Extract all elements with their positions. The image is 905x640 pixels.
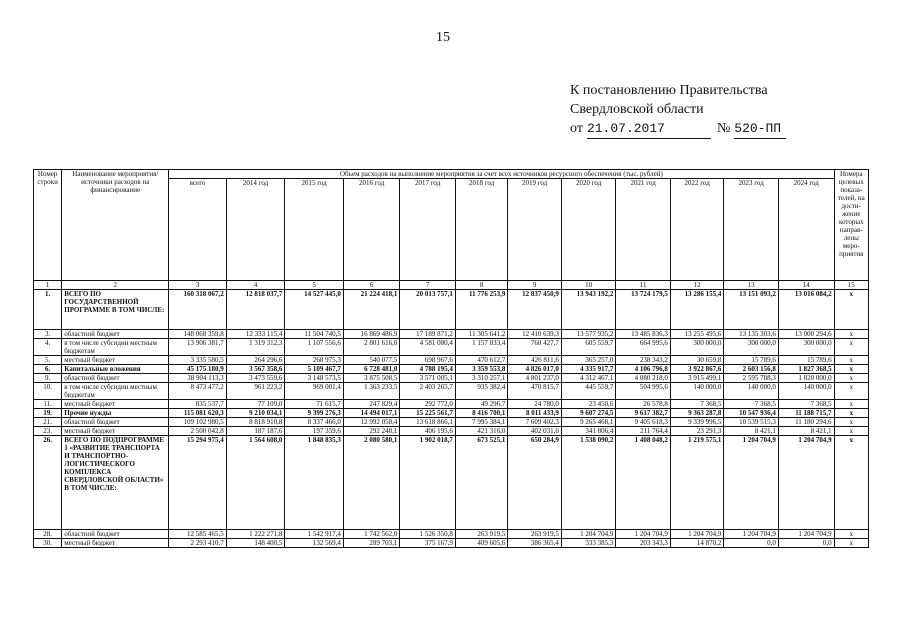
column-index-cell: 2 <box>62 281 169 290</box>
target-indicator-cell: х <box>834 290 868 330</box>
value-cell: 300 000,0 <box>670 339 724 356</box>
value-cell: 13 724 179,5 <box>616 290 671 330</box>
value-cell: 13 016 084,2 <box>778 290 834 330</box>
row-number-cell: 5. <box>34 356 62 365</box>
row-number-cell: 9. <box>34 374 62 383</box>
value-cell: 11 305 641,2 <box>455 330 507 339</box>
header-event-name: Наименование мероприятия/источники расходов на финансирование <box>62 170 169 281</box>
header-year: 2016 год <box>343 179 400 281</box>
value-cell: 211 764,4 <box>616 427 671 436</box>
target-indicator-cell: х <box>834 339 868 356</box>
table-body <box>34 290 869 548</box>
value-cell: 1 827 368,5 <box>778 365 834 374</box>
column-index-cell: 9 <box>508 281 562 290</box>
value-cell: 15 294 975,4 <box>169 436 227 530</box>
target-indicator-cell: х <box>834 539 868 548</box>
value-cell: 160 318 067,2 <box>169 290 227 330</box>
value-cell: 375 167,9 <box>400 539 456 548</box>
table-row <box>34 374 869 383</box>
value-cell: 14 494 017,1 <box>343 409 400 418</box>
value-cell: 115 081 620,3 <box>169 409 227 418</box>
value-cell: 292 772,0 <box>400 400 456 409</box>
value-cell: 26 578,8 <box>616 400 671 409</box>
row-number-cell: 30. <box>34 539 62 548</box>
value-cell: 4 312 467,1 <box>561 374 616 383</box>
value-cell: 9 399 276,3 <box>285 409 344 418</box>
header-year: 2015 год <box>285 179 344 281</box>
expenses-table-wrapper <box>33 169 869 548</box>
table-row <box>34 356 869 365</box>
value-cell: 238 343,2 <box>616 356 671 365</box>
value-cell: 15 789,6 <box>724 356 779 365</box>
value-cell: 7 995 384,1 <box>455 418 507 427</box>
column-index-cell: 12 <box>670 281 724 290</box>
row-name-cell: местный бюджет <box>62 427 169 436</box>
value-cell: 1 408 048,2 <box>616 436 671 530</box>
value-cell: 402 031,6 <box>508 427 562 436</box>
row-number-cell: 26. <box>34 436 62 530</box>
value-cell: 263 919,5 <box>508 530 562 539</box>
value-cell: 935 382,4 <box>455 383 507 400</box>
value-cell: 333 385,3 <box>561 539 616 548</box>
value-cell: 11 776 253,9 <box>455 290 507 330</box>
value-cell: 3 567 358,6 <box>226 365 285 374</box>
value-cell: 7 609 402,3 <box>508 418 562 427</box>
value-cell: 409 605,6 <box>455 539 507 548</box>
row-name-cell: областной бюджет <box>62 418 169 427</box>
value-cell: 1 204 704,9 <box>778 436 834 530</box>
table-row <box>34 365 869 374</box>
value-cell: 1 222 271,8 <box>226 530 285 539</box>
target-indicator-cell: х <box>834 383 868 400</box>
table-row <box>34 427 869 436</box>
value-cell: 4 801 237,0 <box>508 374 562 383</box>
value-cell: 2 595 788,3 <box>724 374 779 383</box>
value-cell: 12 818 037,7 <box>226 290 285 330</box>
value-cell: 2 801 616,0 <box>343 339 400 356</box>
value-cell: 187 187,6 <box>226 427 285 436</box>
header-year: 2024 год <box>778 179 834 281</box>
value-cell: 8 337 466,0 <box>285 418 344 427</box>
target-indicator-cell: х <box>834 436 868 530</box>
value-cell: 2 403 265,7 <box>400 383 456 400</box>
value-cell: 17 189 871,2 <box>400 330 456 339</box>
value-cell: 10 539 515,3 <box>724 418 779 427</box>
value-cell: 8 473 477,2 <box>169 383 227 400</box>
value-cell: 2 603 156,8 <box>724 365 779 374</box>
value-cell: 148 068 359,8 <box>169 330 227 339</box>
table-row <box>34 339 869 356</box>
value-cell: 0,0 <box>778 539 834 548</box>
value-cell: 140 000,0 <box>724 383 779 400</box>
value-cell: 289 703,1 <box>343 539 400 548</box>
row-name-cell: в том числе субсидии местным бюджетам <box>62 383 169 400</box>
value-cell: 4 335 917,7 <box>561 365 616 374</box>
column-index-cell: 4 <box>226 281 285 290</box>
value-cell: 197 359,6 <box>285 427 344 436</box>
value-cell: 45 175 180,9 <box>169 365 227 374</box>
value-cell: 406 195,6 <box>400 427 456 436</box>
row-name-cell: областной бюджет <box>62 374 169 383</box>
value-cell: 10 547 936,4 <box>724 409 779 418</box>
value-cell: 1 742 562,0 <box>343 530 400 539</box>
value-cell: 13 943 192,2 <box>561 290 616 330</box>
resolution-date: 21.07.2017 <box>587 119 711 139</box>
value-cell: 8 011 433,9 <box>508 409 562 418</box>
value-cell: 23 450,6 <box>561 400 616 409</box>
row-number-cell: 4. <box>34 339 62 356</box>
value-cell: 365 257,0 <box>561 356 616 365</box>
value-cell: 49 296,7 <box>455 400 507 409</box>
value-cell: 24 780,0 <box>508 400 562 409</box>
header-line-1: К постановлению Правительства <box>570 83 768 98</box>
value-cell: 1 107 556,6 <box>285 339 344 356</box>
table-row <box>34 539 869 548</box>
row-name-cell: местный бюджет <box>62 400 169 409</box>
value-cell: 835 537,7 <box>169 400 227 409</box>
value-cell: 203 343,3 <box>616 539 671 548</box>
value-cell: 1 542 917,4 <box>285 530 344 539</box>
row-name-cell: областной бюджет <box>62 530 169 539</box>
value-cell: 7 368,5 <box>670 400 724 409</box>
value-cell: 4 788 195,4 <box>400 365 456 374</box>
row-name-cell: местный бюджет <box>62 539 169 548</box>
header-year: 2014 год <box>226 179 285 281</box>
header-year: 2022 год <box>670 179 724 281</box>
value-cell: 1 319 312,3 <box>226 339 285 356</box>
column-index-cell: 5 <box>285 281 344 290</box>
value-cell: 7 368,5 <box>778 400 834 409</box>
value-cell: 13 577 935,2 <box>561 330 616 339</box>
value-cell: 1 219 575,1 <box>670 436 724 530</box>
value-cell: 13 485 836,3 <box>616 330 671 339</box>
value-cell: 38 904 113,3 <box>169 374 227 383</box>
header-year: 2017 год <box>400 179 456 281</box>
header-target-indicators: Номера целевых показа-телей, на дости-жение которых направ-лены меро-приятия <box>834 170 868 281</box>
value-cell: 445 559,7 <box>561 383 616 400</box>
row-number-cell: 23. <box>34 427 62 436</box>
value-cell: 30 659,8 <box>670 356 724 365</box>
table-row <box>34 400 869 409</box>
value-cell: 1 363 233,5 <box>343 383 400 400</box>
value-cell: 132 569,4 <box>285 539 344 548</box>
value-cell: 2 080 580,1 <box>343 436 400 530</box>
value-cell: 1 820 000,0 <box>778 374 834 383</box>
value-cell: 1 526 350,8 <box>400 530 456 539</box>
value-cell: 9 265 468,1 <box>561 418 616 427</box>
value-cell: 426 811,6 <box>508 356 562 365</box>
row-number-cell: 1. <box>34 290 62 330</box>
target-indicator-cell: х <box>834 530 868 539</box>
value-cell: 0,0 <box>724 539 779 548</box>
table-row <box>34 409 869 418</box>
value-cell: 4 581 080,4 <box>400 339 456 356</box>
value-cell: 8 421,1 <box>778 427 834 436</box>
row-name-cell: Прочие нужды <box>62 409 169 418</box>
value-cell: 11 504 740,5 <box>285 330 344 339</box>
column-index-cell: 1 <box>34 281 62 290</box>
row-number-cell: 10. <box>34 383 62 400</box>
value-cell: 13 286 155,4 <box>670 290 724 330</box>
value-cell: 247 829,4 <box>343 400 400 409</box>
from-label: от <box>570 121 583 136</box>
header-order-line <box>570 119 786 139</box>
value-cell: 13 618 866,1 <box>400 418 456 427</box>
value-cell: 20 013 757,1 <box>400 290 456 330</box>
value-cell: 1 204 704,9 <box>561 530 616 539</box>
row-name-cell: областной бюджет <box>62 330 169 339</box>
value-cell: 1 204 704,9 <box>670 530 724 539</box>
value-cell: 109 102 980,5 <box>169 418 227 427</box>
expenses-table <box>33 169 869 548</box>
table-row <box>34 436 869 530</box>
value-cell: 77 109,0 <box>226 400 285 409</box>
column-index-cell: 10 <box>561 281 616 290</box>
header-total: всего <box>169 179 227 281</box>
row-number-cell: 11. <box>34 400 62 409</box>
value-cell: 421 316,0 <box>455 427 507 436</box>
value-cell: 12 585 465,5 <box>169 530 227 539</box>
value-cell: 664 995,6 <box>616 339 671 356</box>
value-cell: 1 564 608,0 <box>226 436 285 530</box>
value-cell: 1 848 835,3 <box>285 436 344 530</box>
value-cell: 11 188 715,7 <box>778 409 834 418</box>
header-year: 2023 год <box>724 179 779 281</box>
row-name-cell: в том числе субсидии местным бюджетам <box>62 339 169 356</box>
column-index-cell: 6 <box>343 281 400 290</box>
value-cell: 1 204 704,9 <box>616 530 671 539</box>
header-year: 2020 год <box>561 179 616 281</box>
value-cell: 12 992 058,4 <box>343 418 400 427</box>
value-cell: 263 919,5 <box>455 530 507 539</box>
value-cell: 16 869 486,9 <box>343 330 400 339</box>
value-cell: 1 538 090,2 <box>561 436 616 530</box>
value-cell: 9 405 618,3 <box>616 418 671 427</box>
column-index-cell: 11 <box>616 281 671 290</box>
row-name-cell: ВСЕГО ПО ПОДПРОГРАММЕ 1 «РАЗВИТИЕ ТРАНСПОРТА И ТРАНСПОРТНО-ЛОГИСТИЧЕСКОГО КОМПЛЕКСА СВЕРДЛОВСКОЙ ОБЛАСТИ» В ТОМ ЧИСЛЕ: <box>62 436 169 530</box>
value-cell: 341 806,4 <box>561 427 616 436</box>
value-cell: 264 296,6 <box>226 356 285 365</box>
resolution-number: 520-ПП <box>734 119 786 139</box>
value-cell: 14 870,2 <box>670 539 724 548</box>
value-cell: 1 902 018,7 <box>400 436 456 530</box>
value-cell: 12 837 450,9 <box>508 290 562 330</box>
column-index-cell: 14 <box>778 281 834 290</box>
value-cell: 4 080 218,0 <box>616 374 671 383</box>
target-indicator-cell: х <box>834 400 868 409</box>
header-year: 2018 год <box>455 179 507 281</box>
value-cell: 148 400,5 <box>226 539 285 548</box>
value-cell: 2 500 042,8 <box>169 427 227 436</box>
value-cell: 768 427,7 <box>508 339 562 356</box>
target-indicator-cell: х <box>834 418 868 427</box>
target-indicator-cell: х <box>834 330 868 339</box>
value-cell: 13 135 303,6 <box>724 330 779 339</box>
value-cell: 9 339 996,5 <box>670 418 724 427</box>
value-cell: 698 967,6 <box>400 356 456 365</box>
value-cell: 605 559,7 <box>561 339 616 356</box>
value-cell: 8 421,1 <box>724 427 779 436</box>
value-cell: 3 335 580,5 <box>169 356 227 365</box>
value-cell: 13 255 495,6 <box>670 330 724 339</box>
resolution-header <box>570 81 786 139</box>
value-cell: 470 815,7 <box>508 383 562 400</box>
target-indicator-cell: х <box>834 409 868 418</box>
value-cell: 8 416 700,1 <box>455 409 507 418</box>
row-number-cell: 28. <box>34 530 62 539</box>
value-cell: 15 789,6 <box>778 356 834 365</box>
value-cell: 470 612,7 <box>455 356 507 365</box>
row-number-cell: 6. <box>34 365 62 374</box>
value-cell: 9 617 382,7 <box>616 409 671 418</box>
value-cell: 292 248,1 <box>343 427 400 436</box>
value-cell: 3 473 559,6 <box>226 374 285 383</box>
column-index-cell: 8 <box>455 281 507 290</box>
table-row <box>34 530 869 539</box>
header-year: 2021 год <box>616 179 671 281</box>
value-cell: 3 359 553,8 <box>455 365 507 374</box>
row-number-cell: 21. <box>34 418 62 427</box>
column-index-cell: 15 <box>834 281 868 290</box>
row-number-cell: 19. <box>34 409 62 418</box>
header-year: 2019 год <box>508 179 562 281</box>
value-cell: 3 571 005,1 <box>400 374 456 383</box>
value-cell: 961 223,2 <box>226 383 285 400</box>
value-cell: 23 291,3 <box>670 427 724 436</box>
value-cell: 3 875 508,5 <box>343 374 400 383</box>
value-cell: 9 363 287,8 <box>670 409 724 418</box>
value-cell: 9 607 274,5 <box>561 409 616 418</box>
number-label: № <box>716 121 731 136</box>
value-cell: 140 000,0 <box>778 383 834 400</box>
value-cell: 540 077,5 <box>343 356 400 365</box>
value-cell: 21 224 418,1 <box>343 290 400 330</box>
value-cell: 140 000,0 <box>670 383 724 400</box>
value-cell: 13 906 381,7 <box>169 339 227 356</box>
column-index-cell: 7 <box>400 281 456 290</box>
value-cell: 13 000 294,6 <box>778 330 834 339</box>
target-indicator-cell: х <box>834 365 868 374</box>
page-number: 15 <box>436 30 450 45</box>
value-cell: 12 410 639,3 <box>508 330 562 339</box>
value-cell: 2 293 410,7 <box>169 539 227 548</box>
value-cell: 1 204 704,9 <box>778 530 834 539</box>
value-cell: 1 157 833,4 <box>455 339 507 356</box>
value-cell: 3 922 867,6 <box>670 365 724 374</box>
value-cell: 1 204 704,9 <box>724 530 779 539</box>
table-row <box>34 330 869 339</box>
value-cell: 673 525,1 <box>455 436 507 530</box>
table-row <box>34 418 869 427</box>
value-cell: 969 001,4 <box>285 383 344 400</box>
value-cell: 268 975,3 <box>285 356 344 365</box>
value-cell: 1 204 704,9 <box>724 436 779 530</box>
value-cell: 6 728 481,0 <box>343 365 400 374</box>
table-row <box>34 383 869 400</box>
header-expenses-group: Объем расходов на выполнение мероприятия за счет всех источников ресурсного обеспечения (тыс. рублей) <box>169 170 834 179</box>
value-cell: 9 210 034,1 <box>226 409 285 418</box>
value-cell: 650 284,9 <box>508 436 562 530</box>
value-cell: 8 818 910,8 <box>226 418 285 427</box>
table-row <box>34 290 869 330</box>
value-cell: 3 148 573,5 <box>285 374 344 383</box>
value-cell: 13 151 093,2 <box>724 290 779 330</box>
value-cell: 3 915 499,1 <box>670 374 724 383</box>
value-cell: 11 180 294,6 <box>778 418 834 427</box>
row-number-cell: 3. <box>34 330 62 339</box>
value-cell: 71 615,7 <box>285 400 344 409</box>
value-cell: 7 368,5 <box>724 400 779 409</box>
column-index-row <box>34 281 869 290</box>
target-indicator-cell: х <box>834 427 868 436</box>
column-index-cell: 13 <box>724 281 779 290</box>
value-cell: 15 225 561,7 <box>400 409 456 418</box>
column-index-cell: 3 <box>169 281 227 290</box>
value-cell: 5 109 467,7 <box>285 365 344 374</box>
header-line-2: Свердловской области <box>570 102 704 117</box>
target-indicator-cell: х <box>834 356 868 365</box>
row-name-cell: Капитальные вложения <box>62 365 169 374</box>
value-cell: 386 365,4 <box>508 539 562 548</box>
header-row-number: Номер строки <box>34 170 62 281</box>
row-name-cell: ВСЕГО ПО ГОСУДАРСТВЕННОЙ ПРОГРАММЕ В ТОМ ЧИСЛЕ: <box>62 290 169 330</box>
value-cell: 300 000,0 <box>778 339 834 356</box>
value-cell: 300 000,0 <box>724 339 779 356</box>
target-indicator-cell: х <box>834 374 868 383</box>
value-cell: 14 527 445,0 <box>285 290 344 330</box>
value-cell: 4 826 017,0 <box>508 365 562 374</box>
row-name-cell: местный бюджет <box>62 356 169 365</box>
value-cell: 4 106 796,8 <box>616 365 671 374</box>
value-cell: 12 333 115,4 <box>226 330 285 339</box>
value-cell: 504 995,6 <box>616 383 671 400</box>
value-cell: 3 310 257,1 <box>455 374 507 383</box>
